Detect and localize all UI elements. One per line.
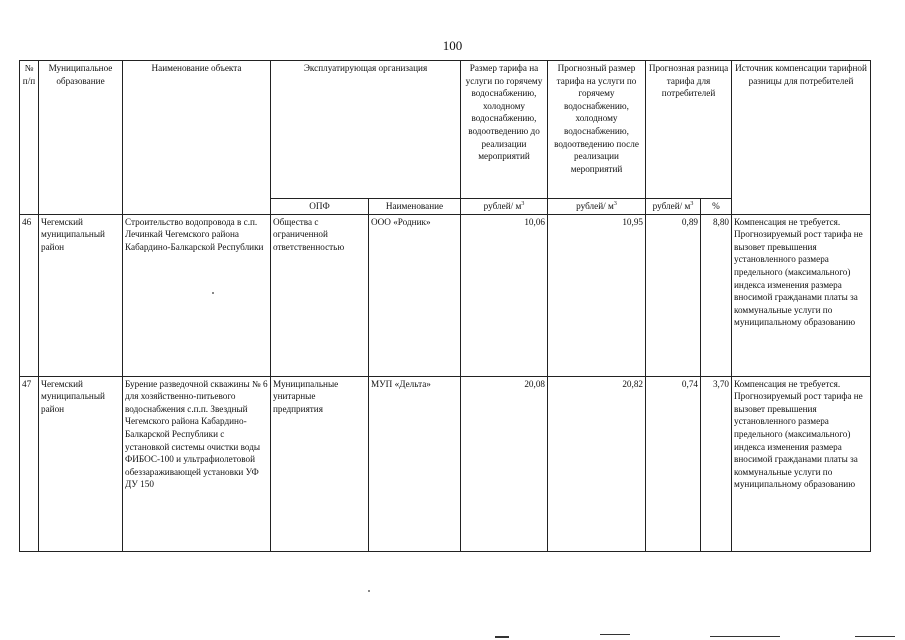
row-source: Компенсация не требуется. Прогнозируемый рост тарифа не вызовет превышения установленного размера предельного (максимального) индекса изменения размера вносимой гражданами платы за коммунальные услуги по муниципальному образованию — [732, 376, 871, 551]
header-row — [20, 61, 871, 199]
header-percent: % — [701, 199, 732, 215]
header-opf: ОПФ — [271, 199, 369, 215]
header-name: Наименование — [369, 199, 461, 215]
row-operator-name: ООО «Родник» — [369, 214, 461, 376]
row-opf: Общества с ограниченной ответственностью — [271, 214, 369, 376]
row-source: Компенсация не требуется. Прогнозируемый рост тарифа не вызовет превышения установленного размера предельного (максимального) индекса изменения размера вносимой гражданами платы за коммунальные услуги по муниципальному образованию — [732, 214, 871, 376]
scan-artifact — [212, 292, 214, 294]
header-object: Наименование объекта — [123, 61, 271, 215]
table-row — [20, 214, 871, 376]
row-tariff: 20,08 — [461, 376, 548, 551]
header-forecast-tariff: Прогнозный размер тарифа на услуги по горячему водоснабжению, холодному водоснабжению, водоотведению после реализации мероприятий — [548, 61, 646, 199]
row-num: 46 — [20, 214, 39, 376]
row-percent: 3,70 — [701, 376, 732, 551]
page-number: 100 — [442, 38, 463, 53]
header-municipality: Муниципальное образование — [39, 61, 123, 215]
header-num: № п/п — [20, 61, 39, 215]
row-object: Бурение разведочной скважины № 6 для хозяйственно-питьевого водоснабжения с.п.п. Звездный Чегемского района Кабардино-Балкарской Республики с установкой системы очистки воды ФИБОС-100 и ультрафиолетовой обеззараживающей установки УФ ДУ 150 — [123, 376, 271, 551]
scan-artifact — [495, 636, 509, 638]
row-municipality: Чегемский муниципальный район — [39, 376, 123, 551]
tariff-table — [19, 60, 871, 552]
header-unit-tariff: рублей/ $м^3$ — [461, 199, 548, 215]
header-unit-diff: рублей/ $м^3$ — [646, 199, 701, 215]
header-forecast-diff: Прогнозная разница тарифа для потребителей — [646, 61, 732, 199]
row-municipality: Чегемский муниципальный район — [39, 214, 123, 376]
scan-artifact — [368, 590, 370, 592]
header-unit-forecast: рублей/ $м^3$ — [548, 199, 646, 215]
row-diff: 0,74 — [646, 376, 701, 551]
row-percent: 8,80 — [701, 214, 732, 376]
row-tariff: 10,06 — [461, 214, 548, 376]
scan-artifact — [710, 636, 780, 637]
row-opf: Муниципальные унитарные предприятия — [271, 376, 369, 551]
row-forecast: 20,82 — [548, 376, 646, 551]
scan-artifact — [855, 636, 895, 637]
header-source: Источник компенсации тарифной разницы для потребителей — [732, 61, 871, 215]
row-num: 47 — [20, 376, 39, 551]
row-forecast: 10,95 — [548, 214, 646, 376]
table-row — [20, 376, 871, 551]
row-object: Строительство водопровода в с.п. Лечинкай Чегемского района Кабардино-Балкарской Республики — [123, 214, 271, 376]
row-diff: 0,89 — [646, 214, 701, 376]
header-tariff: Размер тарифа на услуги по горячему водоснабжению, холодному водоснабжению, водоотведению до реализации мероприятий — [461, 61, 548, 199]
header-operator: Эксплуатирующая организация — [271, 61, 461, 199]
scan-artifact — [600, 634, 630, 635]
row-operator-name: МУП «Дельта» — [369, 376, 461, 551]
